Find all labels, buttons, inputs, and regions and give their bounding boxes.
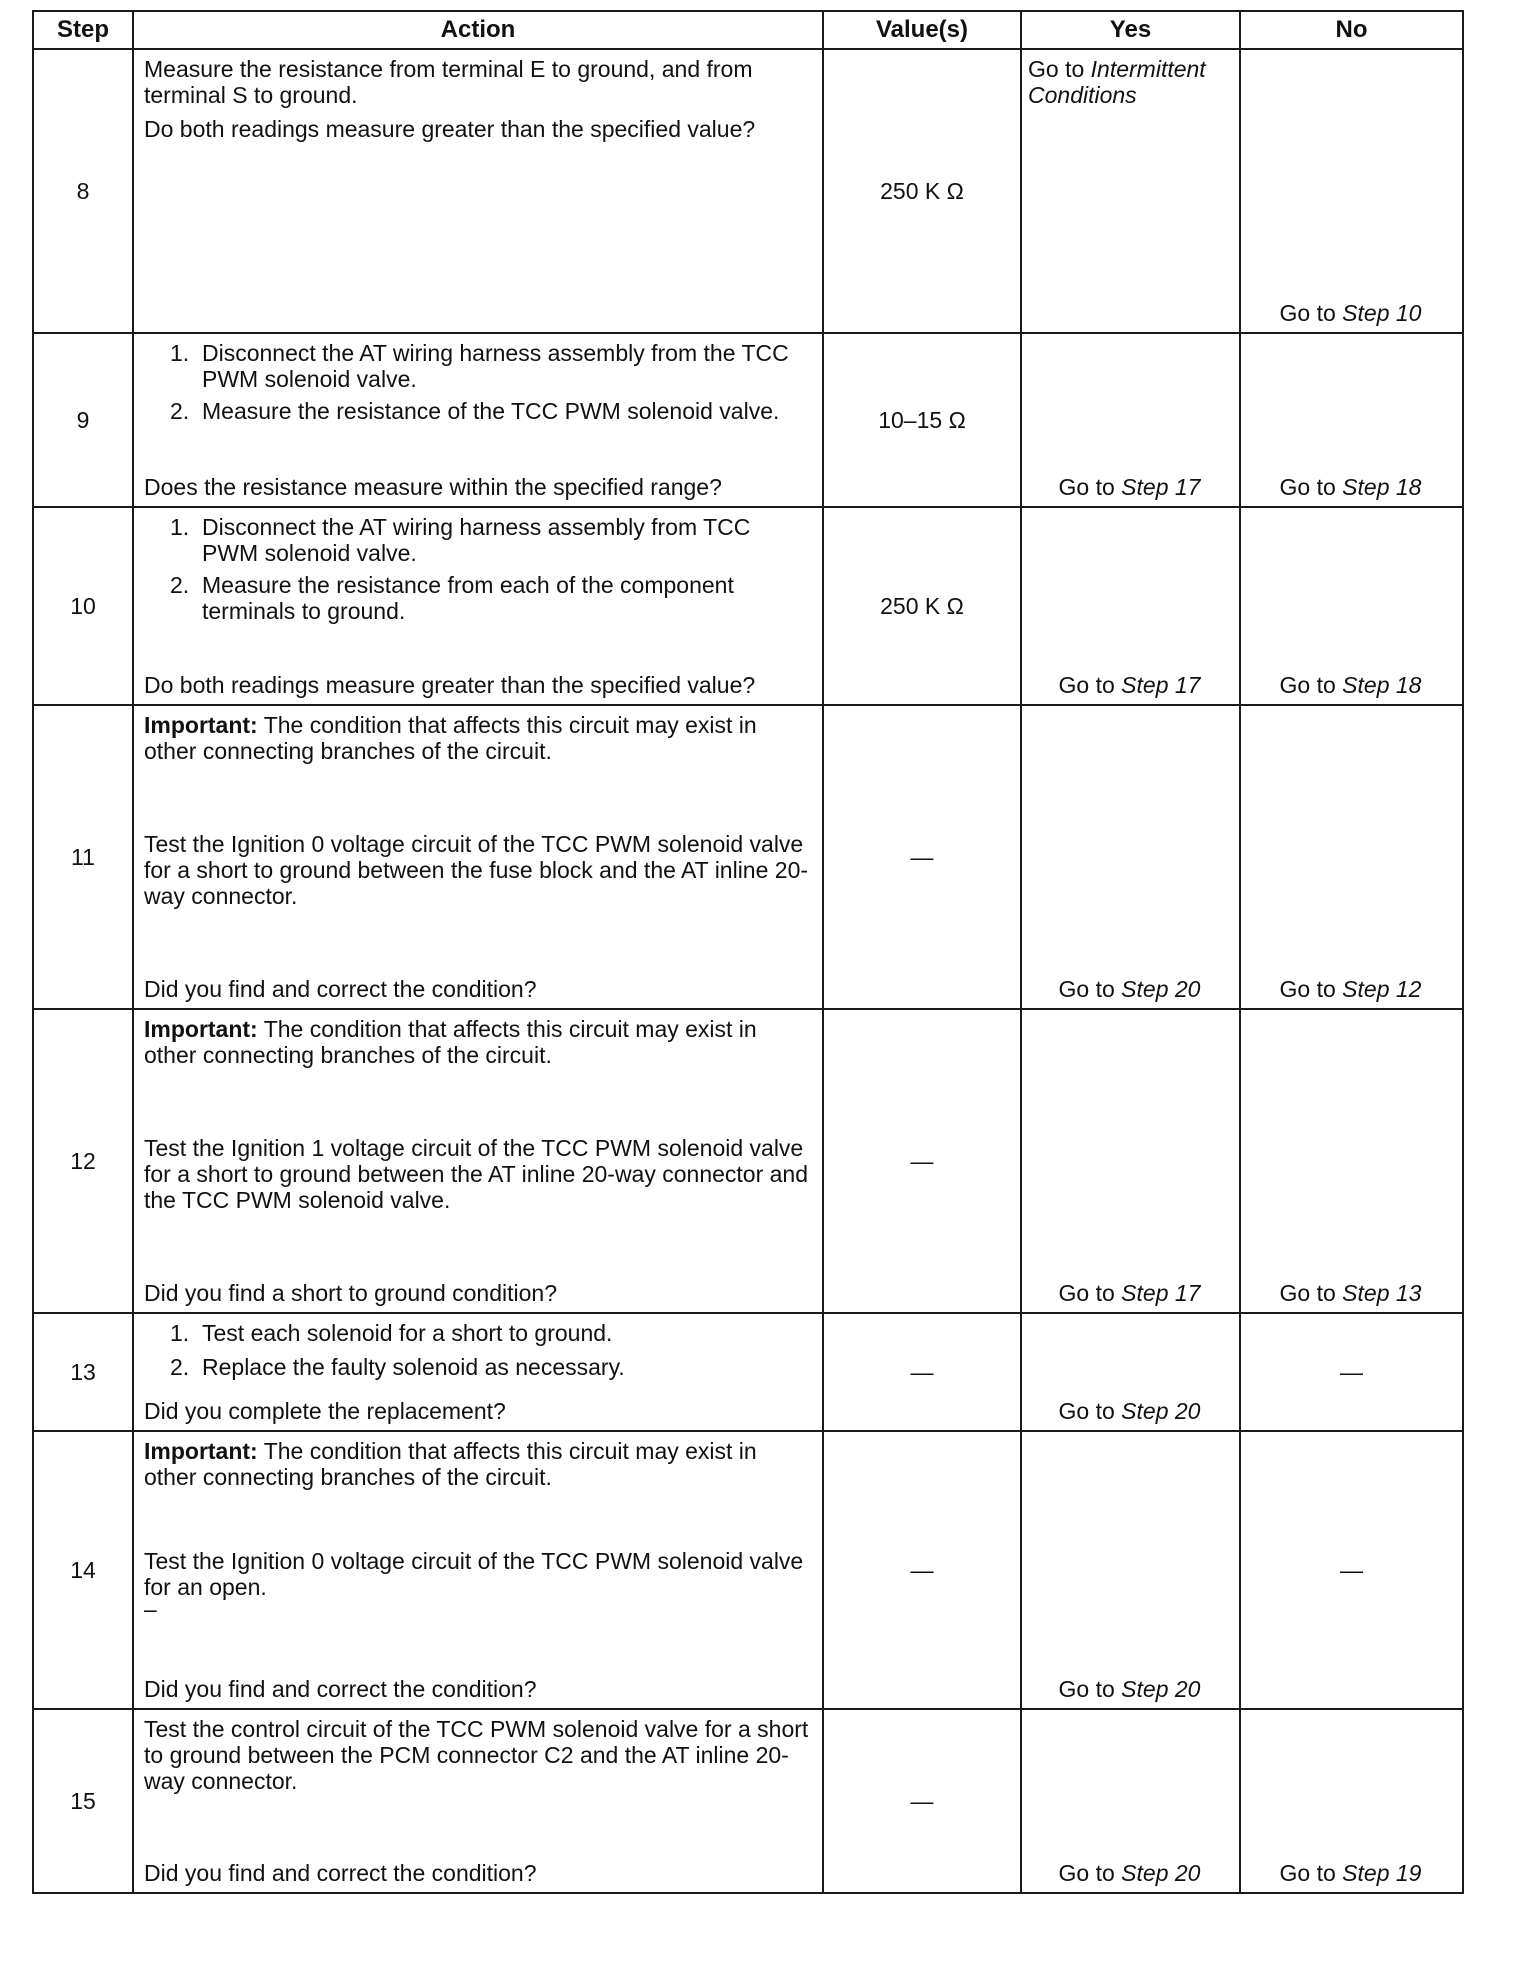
table-row: [33, 1431, 1463, 1709]
action-item: Replace the faulty solenoid as necessary.: [202, 1354, 625, 1380]
step-number: 10: [33, 507, 133, 705]
important-label: Important:: [144, 1438, 258, 1464]
no-prefix: Go to: [1279, 1280, 1336, 1306]
yes-prefix: Go to: [1058, 1280, 1115, 1306]
yes-link[interactable]: Step 17: [1121, 1280, 1201, 1306]
action-question: Did you complete the replacement?: [144, 1398, 506, 1424]
yes-link[interactable]: Step 20: [1121, 1676, 1201, 1702]
yes-prefix: Go to: [1058, 1676, 1115, 1702]
value-cell: —: [823, 1313, 1021, 1431]
action-cell: [133, 705, 823, 1009]
important-note: [144, 1016, 812, 1068]
action-cell: [133, 1009, 823, 1313]
table-row: [33, 333, 1463, 507]
step-number: 14: [33, 1431, 133, 1709]
no-cell: [1240, 333, 1463, 507]
action-text: Measure the resistance from terminal E to ground, and from terminal S to ground.: [144, 56, 753, 108]
yes-cell: [1021, 1313, 1240, 1431]
yes-cell: [1021, 1009, 1240, 1313]
action-question: Did you find and correct the condition?: [144, 1860, 537, 1886]
value-cell: —: [823, 1709, 1021, 1893]
no-prefix: Go to: [1279, 1860, 1336, 1886]
action-text: Test the Ignition 1 voltage circuit of the TCC PWM solenoid valve for a short to ground between the AT inline 20-way connector and the TCC PWM solenoid valve.: [144, 1135, 809, 1213]
value-cell: —: [823, 705, 1021, 1009]
no-prefix: Go to: [1279, 474, 1336, 500]
important-text: The condition that affects this circuit may exist in other connecting branches of the circuit.: [144, 1016, 757, 1068]
yes-link[interactable]: Intermittent Conditions: [1028, 56, 1206, 108]
no-link[interactable]: Step 19: [1342, 1860, 1422, 1886]
action-text: Test the Ignition 0 voltage circuit of the TCC PWM solenoid valve for a short to ground between the fuse block and the AT inline 20-way connector.: [144, 831, 809, 909]
no-link[interactable]: Step 18: [1342, 474, 1422, 500]
header-row: [33, 11, 1463, 49]
important-label: Important:: [144, 712, 258, 738]
yes-cell: [1021, 333, 1240, 507]
yes-prefix: Go to: [1058, 1398, 1115, 1424]
step-number: 15: [33, 1709, 133, 1893]
step-number: 11: [33, 705, 133, 1009]
action-item: Measure the resistance from each of the component terminals to ground.: [202, 572, 734, 624]
value-cell: 10–15 Ω: [823, 333, 1021, 507]
action-cell: [133, 1431, 823, 1709]
yes-prefix: Go to: [1058, 1860, 1115, 1886]
action-mark: –: [144, 1596, 157, 1622]
value-cell: —: [823, 1431, 1021, 1709]
action-question: Do both readings measure greater than the specified value?: [144, 116, 756, 142]
action-cell: [133, 49, 823, 333]
important-label: Important:: [144, 1016, 258, 1042]
no-cell: [1240, 1709, 1463, 1893]
action-text: Test the Ignition 0 voltage circuit of the TCC PWM solenoid valve for an open.: [144, 1548, 804, 1600]
table-row: [33, 49, 1463, 333]
yes-cell: [1021, 705, 1240, 1009]
table-row: [33, 705, 1463, 1009]
yes-link[interactable]: Step 20: [1121, 1860, 1201, 1886]
no-link[interactable]: Step 18: [1342, 672, 1422, 698]
no-cell: [1240, 507, 1463, 705]
no-link[interactable]: Step 12: [1342, 976, 1422, 1002]
no-link[interactable]: Step 10: [1342, 300, 1422, 326]
important-note: [144, 1438, 812, 1490]
action-question: Did you find a short to ground condition?: [144, 1280, 557, 1306]
header-action: Action: [133, 11, 823, 49]
no-prefix: Go to: [1279, 672, 1336, 698]
action-question: Do both readings measure greater than the specified value?: [144, 672, 756, 698]
no-cell: —: [1240, 1313, 1463, 1431]
yes-cell: [1021, 507, 1240, 705]
yes-link[interactable]: Step 17: [1121, 474, 1201, 500]
no-cell: [1240, 1009, 1463, 1313]
step-number: 9: [33, 333, 133, 507]
value-cell: —: [823, 1009, 1021, 1313]
header-yes: Yes: [1021, 11, 1240, 49]
action-item: Disconnect the AT wiring harness assembly from the TCC PWM solenoid valve.: [202, 340, 789, 392]
yes-link[interactable]: Step 20: [1121, 976, 1201, 1002]
yes-prefix: Go to: [1058, 976, 1115, 1002]
important-text: The condition that affects this circuit may exist in other connecting branches of the circuit.: [144, 712, 757, 764]
no-cell: —: [1240, 1431, 1463, 1709]
header-step: Step: [33, 11, 133, 49]
value-cell: 250 K Ω: [823, 507, 1021, 705]
important-note: [144, 712, 812, 764]
yes-prefix: Go to: [1058, 474, 1115, 500]
header-no: No: [1240, 11, 1463, 49]
value-cell: 250 K Ω: [823, 49, 1021, 333]
action-item: Measure the resistance of the TCC PWM solenoid valve.: [202, 398, 780, 424]
diagnostic-table: [32, 10, 1464, 1894]
action-question: Does the resistance measure within the specified range?: [144, 474, 722, 500]
no-cell: [1240, 705, 1463, 1009]
action-question: Did you find and correct the condition?: [144, 976, 537, 1002]
no-cell: [1240, 49, 1463, 333]
yes-cell: [1021, 49, 1240, 333]
step-number: 12: [33, 1009, 133, 1313]
yes-cell: [1021, 1709, 1240, 1893]
action-cell: [133, 1709, 823, 1893]
yes-link[interactable]: Step 20: [1121, 1398, 1201, 1424]
yes-prefix: Go to: [1058, 672, 1115, 698]
step-number: 8: [33, 49, 133, 333]
table-row: [33, 1313, 1463, 1431]
important-text: The condition that affects this circuit may exist in other connecting branches of the circuit.: [144, 1438, 757, 1490]
action-text: Test the control circuit of the TCC PWM solenoid valve for a short to ground between the PCM connector C2 and the AT inline 20-way connector.: [144, 1716, 809, 1794]
yes-cell: [1021, 1431, 1240, 1709]
table-row: [33, 1009, 1463, 1313]
action-cell: 1. Test each solenoid for a short to ground. 2. Replace the faulty solenoid as necessary. Did you complete the replacement?: [133, 1313, 823, 1431]
action-item: Disconnect the AT wiring harness assembly from TCC PWM solenoid valve.: [202, 514, 751, 566]
no-prefix: Go to: [1279, 976, 1336, 1002]
yes-link[interactable]: Step 17: [1121, 672, 1201, 698]
yes-prefix: Go to: [1028, 56, 1085, 82]
no-prefix: Go to: [1279, 300, 1336, 326]
header-values: Value(s): [823, 11, 1021, 49]
action-question: Did you find and correct the condition?: [144, 1676, 537, 1702]
action-item: Test each solenoid for a short to ground.: [202, 1320, 613, 1346]
action-cell: 1. Disconnect the AT wiring harness assembly from TCC PWM solenoid valve. 2. Measure the resistance from each of the component terminals to ground. Do both readings measure greater than the specified value?: [133, 507, 823, 705]
step-number: 13: [33, 1313, 133, 1431]
action-cell: 1. Disconnect the AT wiring harness assembly from the TCC PWM solenoid valve. 2. Measure the resistance of the TCC PWM solenoid valve. Does the resistance measure within the specified range?: [133, 333, 823, 507]
no-link[interactable]: Step 13: [1342, 1280, 1422, 1306]
table-row: [33, 507, 1463, 705]
table-row: [33, 1709, 1463, 1893]
